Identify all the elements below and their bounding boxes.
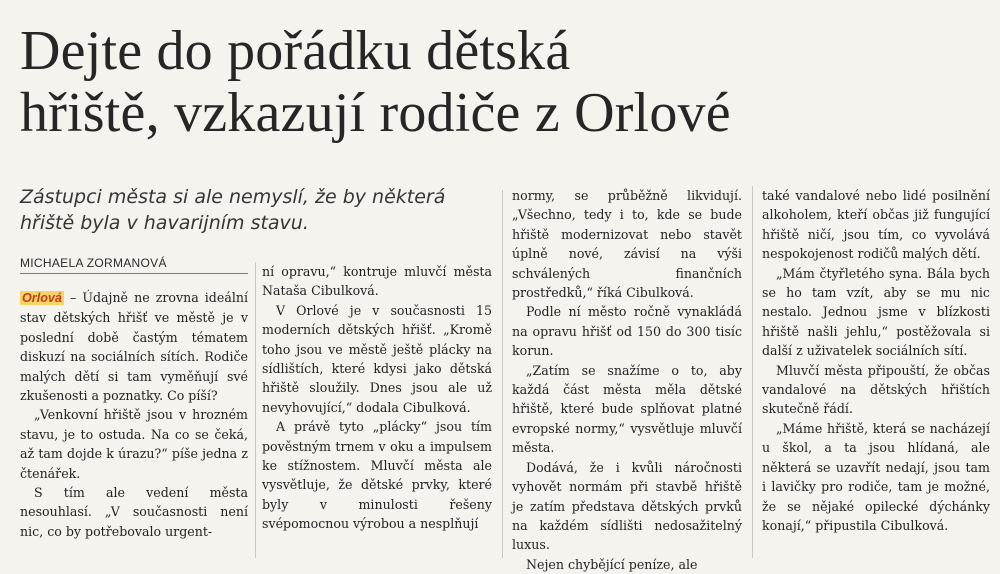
paragraph: ní opravu,“ kontruje mluvčí města Nataša Cibulková. (262, 264, 492, 299)
paragraph: Podle ní město ročně vynakládá na opravu hřišť od 150 do 300 tisíc korun. (512, 304, 742, 359)
paragraph-text: – Údajně ne zrovna ideální stav dětských hřišť ve městě je v poslední době častým tématem diskuzí na sociálních sítích. Rodiče malých dětí si tam vyměňují své zkušenosti a poznatky. Co píší? (20, 290, 248, 404)
paragraph: „Máme hřiště, která se nacházejí u škol, a ta jsou hlídaná, ale některá se uzavřít nedají, jsou tam i lavičky pro rodiče, tam je možné, že se nějaké opilecké dýchánky konají,“ připustila Cibulková. (762, 420, 990, 533)
article-column-4 (762, 186, 990, 535)
paragraph: Mluvčí města připouští, že občas vandalové na dětských hřištích skutečně řádí. (762, 362, 990, 417)
paragraph: „Mám čtyřletého syna. Bála bych se ho tam vzít, aby se mu nic nestalo. Jednou jsme v blízkosti hřiště našli jehlu,“ postěžovala si další z uživatelek sociálních sítí. (762, 265, 990, 359)
paragraph: V Orlové je v současnosti 15 moderních dětských hřišť. „Kromě toho jsou ve městě ještě plácky na sídlištích, které kdysi jako dětská hřiště sloužily. Dnes jsou ale už nevyhovující,“ dodala Cibulková. (262, 302, 492, 415)
dateline-highlight: Orlová (22, 291, 62, 305)
column-divider (502, 190, 503, 558)
article-column-2 (262, 262, 492, 534)
paragraph: „Venkovní hřiště jsou v hrozném stavu, je to ostuda. Na co se čeká, až tam dojde k úrazu?“ píše jedna z čtenářek. (20, 407, 248, 481)
headline-line-1: Dejte do pořádku dětská (20, 20, 571, 82)
article-column-1 (20, 288, 248, 541)
paragraph: A právě tyto „plácky“ jsou tím pověstným trnem v oku a impulsem ke stížnostem. Mluvčí města ale vysvětluje, že dětské prvky, které byly v minulosti řešeny svépomocnou výrobou a nesplňují (262, 419, 492, 532)
headline (20, 20, 980, 144)
paragraph: Nejen chybějící peníze, ale (526, 556, 698, 572)
paragraph (20, 288, 248, 405)
paragraph: „Zatím se snažíme o to, aby každá část města měla dětské hřiště, které bude splňovat platné evropské normy,“ vysvětluje mluvčí města. (512, 362, 742, 456)
paragraph: Dodává, že i kvůli náročnosti vyhovět normám při stavbě hřiště je zatím představa dětských prvků na každém sídlišti nedosažitelný luxus. (512, 459, 742, 553)
subheadline: Zástupci města si ale nemyslí, že by některá hřiště byla v havarijním stavu. (20, 186, 446, 234)
paragraph: normy, se průběžně likvidují. „Všechno, tedy i to, kde se bude hřiště modernizovat nebo stavět úplně nové, závisí na výši schválených finančních prostředků,“ říká Cibulková. (512, 188, 742, 301)
author-byline: MICHAELA ZORMANOVÁ (20, 256, 248, 274)
paragraph: také vandalové nebo lidé posilnění alkoholem, kteří občas již fungující hřiště ničí, jsou tím, co vyvolává nespokojenost rodičů malých dětí. (762, 188, 990, 262)
article-column-3 (512, 186, 742, 574)
column-divider (752, 186, 753, 558)
paragraph: S tím ale vedení města nesouhlasí. „V současnosti není nic, co by potřebovalo urgent- (20, 485, 248, 539)
column-divider (255, 262, 256, 558)
headline-line-2: hřiště, vzkazují rodiče z Orlové (20, 82, 731, 144)
